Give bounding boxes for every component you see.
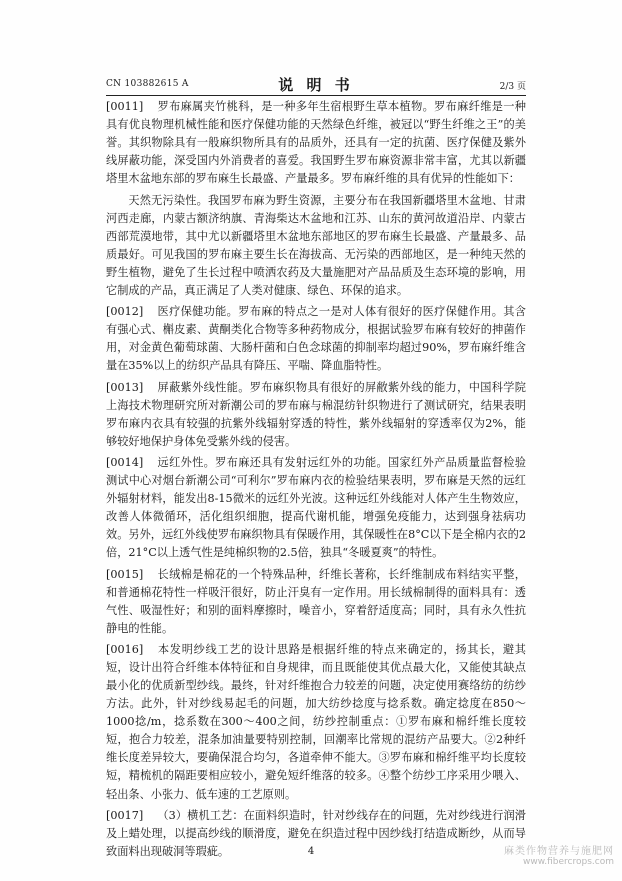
paragraph-0013 (106, 379, 526, 451)
header-rule (106, 95, 526, 96)
paragraph-0016 (106, 641, 526, 803)
paragraph-number: [0017] (106, 808, 144, 822)
paragraph-text: 屏蔽紫外线性能。罗布麻织物具有很好的屏敝紫外线的能力，中国科学院上海技术物理研究所对新潮公司的罗布麻与棉混纺针织物进行了测试研究，结果表明罗布麻内衣具有较强的抗紫外线辐射穿透的特性，紫外线辐射的穿透率仅为2%，能够较好地保护身体免受紫外线的侵害。 (106, 380, 526, 448)
paragraph-number: [0015] (106, 567, 144, 581)
paragraph-text: （3）横机工艺：在面料织造时，针对纱线存在的问题，先对纱线进行润滑及上蜡处理，以提高纱线的顺滑度，避免在织造过程中因纱线打结造成断纱，从而导致面料出现破洞等瑕疵。 (106, 808, 526, 858)
watermark-url: www.fibercrops.com (523, 857, 614, 867)
document-title: 说 明 书 (278, 76, 354, 94)
paragraph-unnumbered (106, 192, 526, 300)
paragraph-text: 罗布麻属夹竹桃科，是一种多年生宿根野生草本植物。罗布麻纤维是一种具有优良物理机械性能和医疗保健功能的天然绿色纤维，被冠以“野生纤维之王”的美誉。其织物除具有一般麻织物所具有的品质外，还具有一定的抗菌、医疗保健及紫外线屏蔽功能，深受国内外消费者的喜爱。我国野生罗布麻资源非常丰富，尤其以新疆塔里木盆地东部的罗布麻生长最盛、产量最多。罗布麻纤维的具有优异的性能如下： (106, 100, 526, 186)
paragraph-number: [0013] (106, 380, 144, 394)
paragraph-number: [0011] (106, 100, 144, 113)
paragraph-number: [0014] (106, 456, 144, 470)
watermark-site-name: 麻类作物营养与施肥网 (504, 846, 614, 857)
document-body (106, 98, 526, 861)
paragraph-number: [0012] (106, 305, 144, 319)
paragraph-text: 长绒棉是棉花的一个特殊品种，纤维长著称，长纤维制成布料结实平整，和普通棉花特性一样吸汗很好，防止汗臭有一定作用。用长绒棉制得的面料具有：透气性、吸湿性好；和别的面料摩擦时，噪音小，穿着舒适度高；同时，具有永久性抗静电的性能。 (106, 567, 526, 635)
paragraph-text: 天然无污染性。我国罗布麻为野生资源，主要分布在我国新疆塔里木盆地、甘肃河西走廊，内蒙古额济纳旗、青海柴达木盆地和江苏、山东的黄河故道沿岸、内蒙古西部荒漠地带，其中尤以新疆塔里木盆地东部地区的罗布麻生长最盛、产量最多、品质最好。可见我国的罗布麻主要生长在海拔高、无污染的西部地区，是一种纯天然的野生植物，避免了生长过程中喷洒农药及大量施肥对产品品质及生态环境的影响，用它制成的产品，真正满足了人类对健康、绿色、环保的追求。 (106, 193, 526, 297)
paragraph-text: 医疗保健功能。罗布麻的特点之一是对人体有很好的医疗保健作用。其含有强心式、槲皮素、黄酮类化合物等多种药物成分，根据试验罗布麻有较好的抻菌作用，对金黄色葡萄球菌、大肠杆菌和白色念球菌的抑制率均超过90%，罗布麻纤维含量在35%以上的纺织产品具有降压、平喘、降血脂特性。 (106, 305, 526, 373)
paragraph-number: [0016] (106, 643, 144, 657)
paragraph-0012 (106, 303, 526, 375)
paragraph-0014 (106, 454, 526, 562)
page-number: 4 (307, 846, 315, 857)
paragraph-text: 远红外性。罗布麻还具有发射远红外的功能。国家红外产品质量监督检验测试中心对烟台新潮公司“可利尔”罗布麻内衣的检验结果表明，罗布麻是天然的远红外辐射材料，能发出8-15微米的远红外光波。这种远红外线能对人体产生生物效应，改善人体微循环，活化组织细胞，提高代谢机能，增强免疫能力，达到强身祛病功效。另外，远红外线使罗布麻织物具有保暖作用，其保暖性在8°C以下是全棉内衣的2倍，21°C以上透气性是纯棉织物的2.5倍，独具“冬暖夏爽”的特性。 (106, 456, 526, 560)
patent-number: CN 103882615 A (106, 79, 189, 89)
page-header (106, 74, 526, 94)
page-indicator: 2/3 页 (499, 82, 526, 92)
paragraph-text: 本发明纱线工艺的设计思路是根据纤维的特点来确定的，扬其长，避其短，设计出符合纤维本体特征和自身规律，而且既能使其优点最大化，又能使其缺点最小化的优质新型纱线。最终，针对纤维抱合力较差的问题，决定使用赛络纺的纺纱方法。此外，针对纱线易起毛的问题，加大纺纱捻度与捻系数。确定捻度在850～1000捻/m，捻系数在300～400之间，纺纱控制重点：①罗布麻和棉纤维长度较短，抱合力较差，混条加油量要特别控制，回潮率比常规的混纺产品要大。②2种纤维长度差异较大，要确保混合均匀，各道牵伸不能大。③罗布麻和棉纤维平均长度较短，精梳机的隔距要相应较小，避免短纤维落的较多。④整个纺纱工序采用少喂入、轻出条、小张力、低车速的工艺原则。 (106, 643, 526, 801)
site-watermark (504, 842, 614, 867)
paragraph-0015 (106, 566, 526, 638)
paragraph-0011 (106, 98, 526, 188)
